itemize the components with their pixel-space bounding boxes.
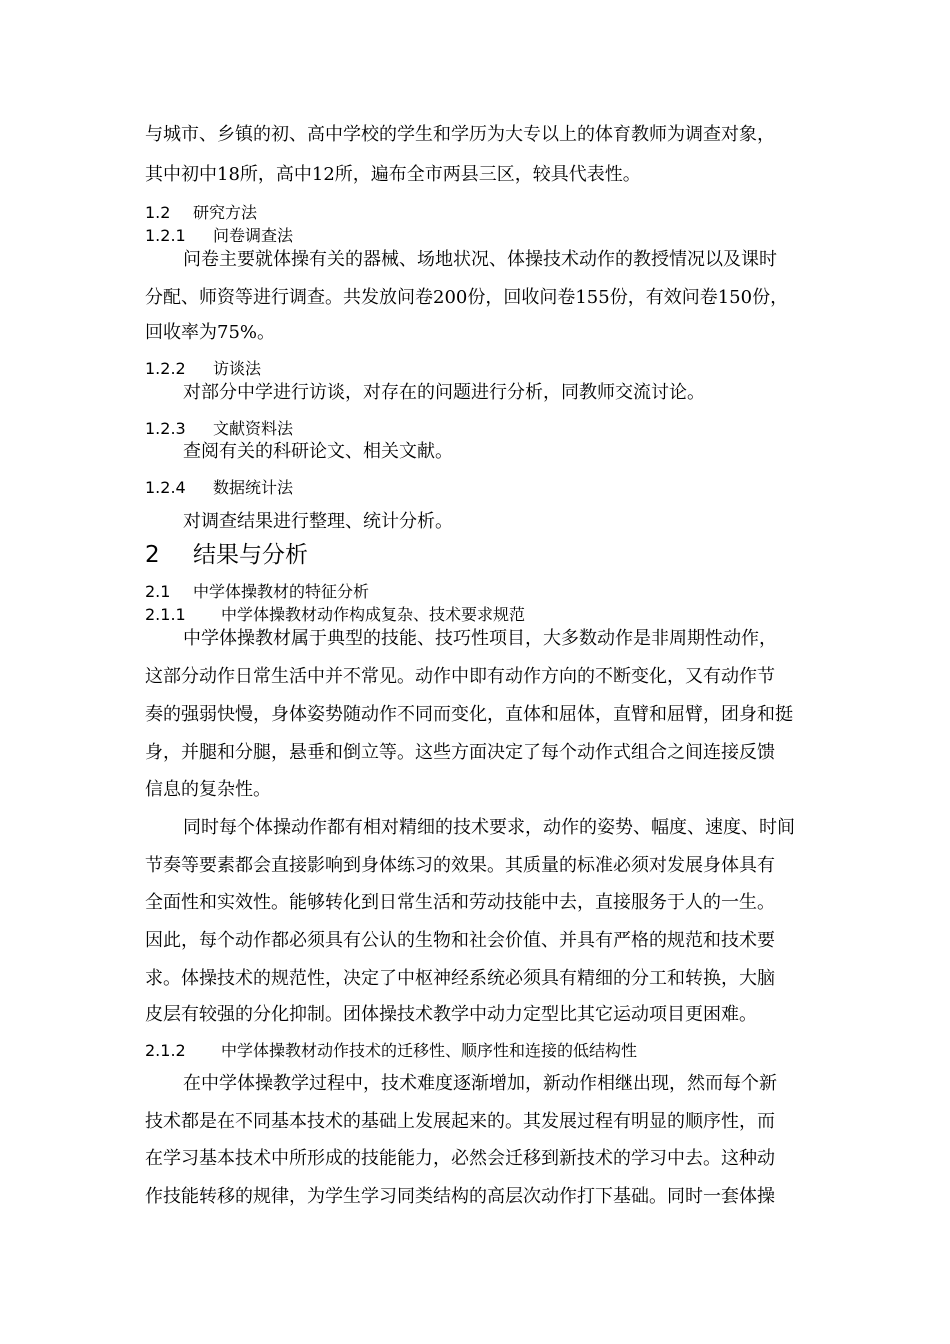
text-line: 皮层有较强的分化抑制。团体操技术教学中动力定型比其它运动项目更困难。 — [145, 1004, 757, 1025]
text-line: 对调查结果进行整理、统计分析。 — [183, 511, 453, 532]
text-line: 在中学体操教学过程中，技术难度逐渐增加，新动作相继出现，然而每个新 — [183, 1073, 777, 1094]
text-line: 在学习基本技术中所形成的技能能力，必然会迁移到新技术的学习中去。这种动 — [145, 1148, 775, 1169]
text-line: 这部分动作日常生活中并不常见。动作中即有动作方向的不断变化，又有动作节 — [145, 666, 775, 687]
section-heading-2-1 — [145, 581, 369, 603]
heading-number: 1.2.1 — [145, 226, 186, 245]
heading-number: 1.2 — [145, 203, 171, 222]
text-line: 中学体操教材属于典型的技能、技巧性项目，大多数动作是非周期性动作， — [183, 628, 777, 649]
text-line: 同时每个体操动作都有相对精细的技术要求，动作的姿势、幅度、速度、时间 — [183, 817, 795, 838]
text-line: 信息的复杂性。 — [145, 779, 271, 800]
section-heading-1-2 — [145, 202, 257, 224]
section-heading-2-1-2 — [145, 1040, 637, 1062]
heading-title: 结果与分析 — [193, 542, 308, 568]
text-line: 作技能转移的规律，为学生学习同类结构的高层次动作打下基础。同时一套体操 — [145, 1186, 775, 1207]
text-line: 节奏等要素都会直接影响到身体练习的效果。其质量的标准必须对发展身体具有 — [145, 855, 775, 876]
text-line: 与城市、乡镇的初、高中学校的学生和学历为大专以上的体育教师为调查对象， — [145, 124, 775, 145]
heading-title: 中学体操教材动作技术的迁移性、顺序性和连接的低结构性 — [221, 1041, 638, 1060]
heading-number: 1.2.4 — [145, 478, 186, 497]
text-line: 身，并腿和分腿，悬垂和倒立等。这些方面决定了每个动作式组合之间连接反馈 — [145, 742, 775, 763]
section-heading-2-1-1 — [145, 604, 525, 626]
heading-number: 2 — [145, 542, 160, 568]
section-heading-1-2-2 — [145, 358, 261, 380]
text-line: 求。体操技术的规范性，决定了中枢神经系统必须具有精细的分工和转换，大脑 — [145, 968, 775, 989]
section-heading-1-2-3 — [145, 418, 293, 440]
heading-number: 2.1 — [145, 582, 171, 601]
section-heading-1-2-1 — [145, 225, 293, 247]
text-line: 查阅有关的科研论文、相关文献。 — [183, 441, 453, 462]
heading-number: 1.2.2 — [145, 359, 186, 378]
heading-title: 中学体操教材的特征分析 — [193, 582, 370, 601]
text-line: 回收率为75%。 — [145, 322, 276, 343]
heading-number: 1.2.3 — [145, 419, 186, 438]
section-heading-1-2-4 — [145, 477, 293, 499]
heading-title: 中学体操教材动作构成复杂、技术要求规范 — [221, 605, 526, 624]
heading-title: 问卷调查法 — [213, 226, 294, 245]
text-line: 奏的强弱快慢，身体姿势随动作不同而变化，直体和屈体，直臂和屈臂，团身和挺 — [145, 704, 793, 725]
text-line: 全面性和实效性。能够转化到日常生活和劳动技能中去，直接服务于人的一生。 — [145, 892, 775, 913]
heading-title: 数据统计法 — [213, 478, 294, 497]
text-line: 其中初中18所，高中12所，遍布全市两县三区，较具代表性。 — [145, 164, 641, 185]
heading-title: 文献资料法 — [213, 419, 294, 438]
chapter-heading-2 — [145, 541, 308, 569]
text-line: 因此，每个动作都必须具有公认的生物和社会价值、并具有严格的规范和技术要 — [145, 930, 775, 951]
text-line: 分配、师资等进行调查。共发放问卷200份，回收问卷155份，有效问卷150份， — [145, 287, 789, 308]
heading-number: 2.1.1 — [145, 605, 186, 624]
text-line: 技术都是在不同基本技术的基础上发展起来的。其发展过程有明显的顺序性，而 — [145, 1111, 775, 1132]
text-line: 对部分中学进行访谈，对存在的问题进行分析，同教师交流讨论。 — [183, 382, 705, 403]
heading-number: 2.1.2 — [145, 1041, 186, 1060]
heading-title: 研究方法 — [193, 203, 258, 222]
heading-title: 访谈法 — [213, 359, 262, 378]
text-line: 问卷主要就体操有关的器械、场地状况、体操技术动作的教授情况以及课时 — [183, 249, 777, 270]
